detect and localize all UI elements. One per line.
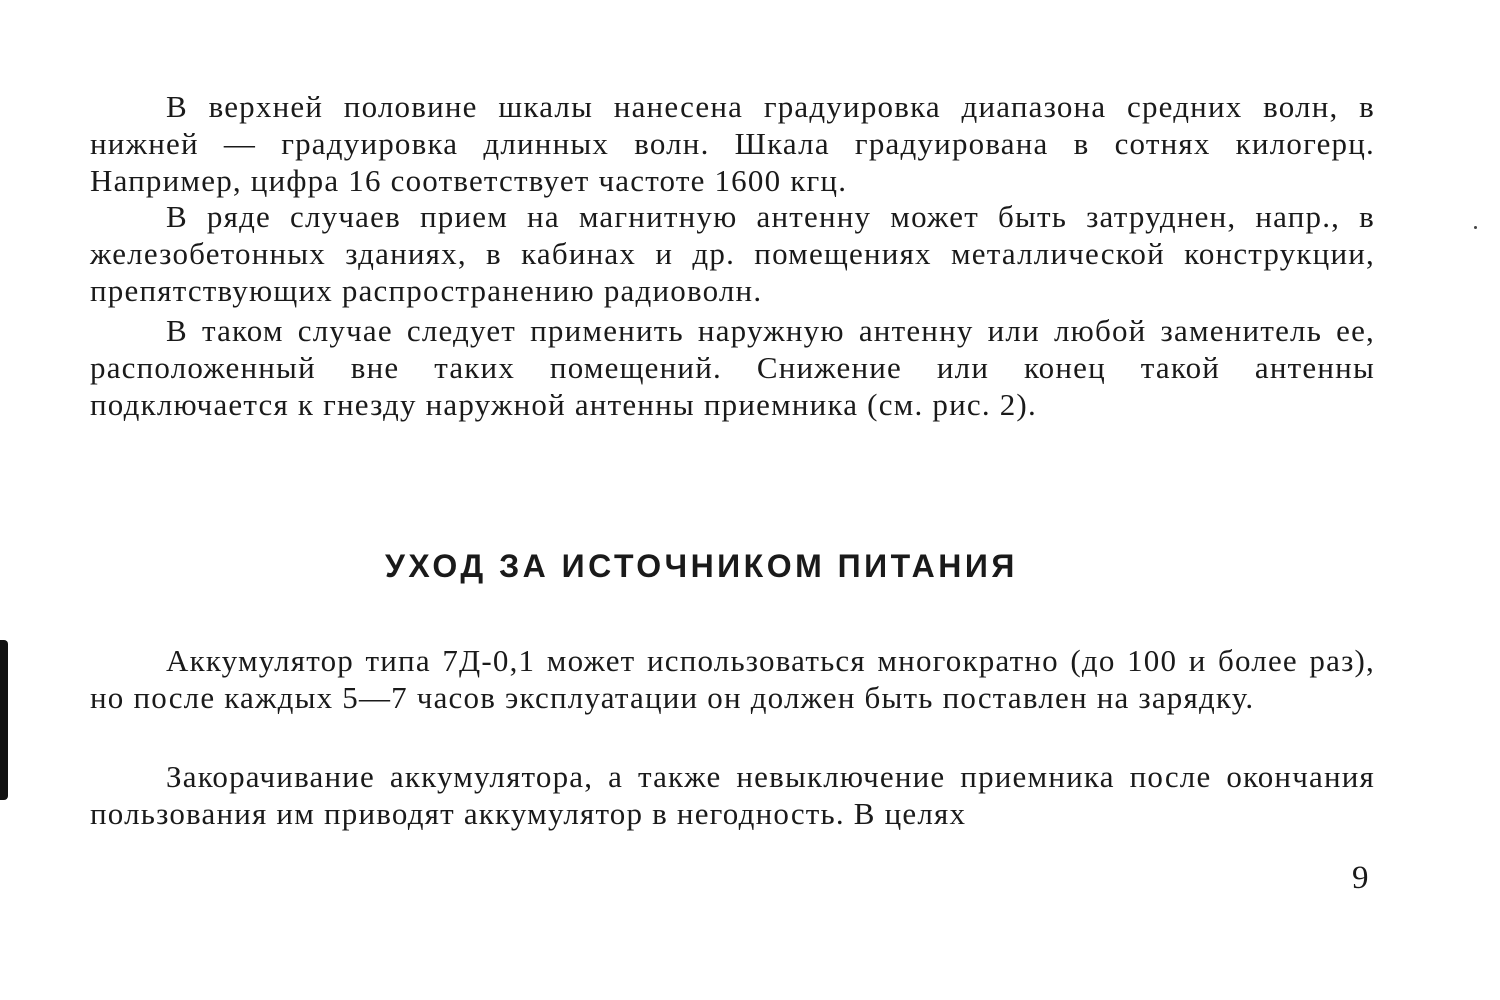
paragraph-external-antenna: В таком случае следует применить наружную антенну или любой заменитель ее, расположенный вне таких помещений. Снижение или конец такой антенны подключается к гнезду наружной антенны приемника (см. рис. 2). [90, 313, 1375, 422]
section-heading: УХОД ЗА ИСТОЧНИКОМ ПИТАНИЯ [385, 548, 1018, 584]
paragraph-battery-usage: Аккумулятор типа 7Д-0,1 может использоваться многократно (до 100 и более раз), но после каждых 5—7 часов эксплуатации он должен быть поставлен на зарядку. [90, 643, 1375, 715]
paragraph-scale-graduation: В верхней половине шкалы нанесена градуировка диапазона средних волн, в нижней — градуировка длинных волн. Шкала градуирована в сотнях килогерц. Например, цифра 16 соответствует частоте 1600 кгц. [90, 89, 1375, 198]
page-number: 9 [1352, 860, 1369, 896]
paragraph-battery-shorting: Закорачивание аккумулятора, а также невыключение приемника после окончания пользования им приводят аккумулятор в негодность. В целях [90, 759, 1375, 831]
paragraph-reception-difficulty: В ряде случаев прием на магнитную антенну может быть затруднен, напр., в железобетонных зданиях, в кабинах и др. помещениях металлической конструкции, препятствующих распространению радиоволн. [90, 199, 1375, 308]
scan-margin-mark [0, 640, 8, 800]
scan-speck [1474, 226, 1477, 229]
